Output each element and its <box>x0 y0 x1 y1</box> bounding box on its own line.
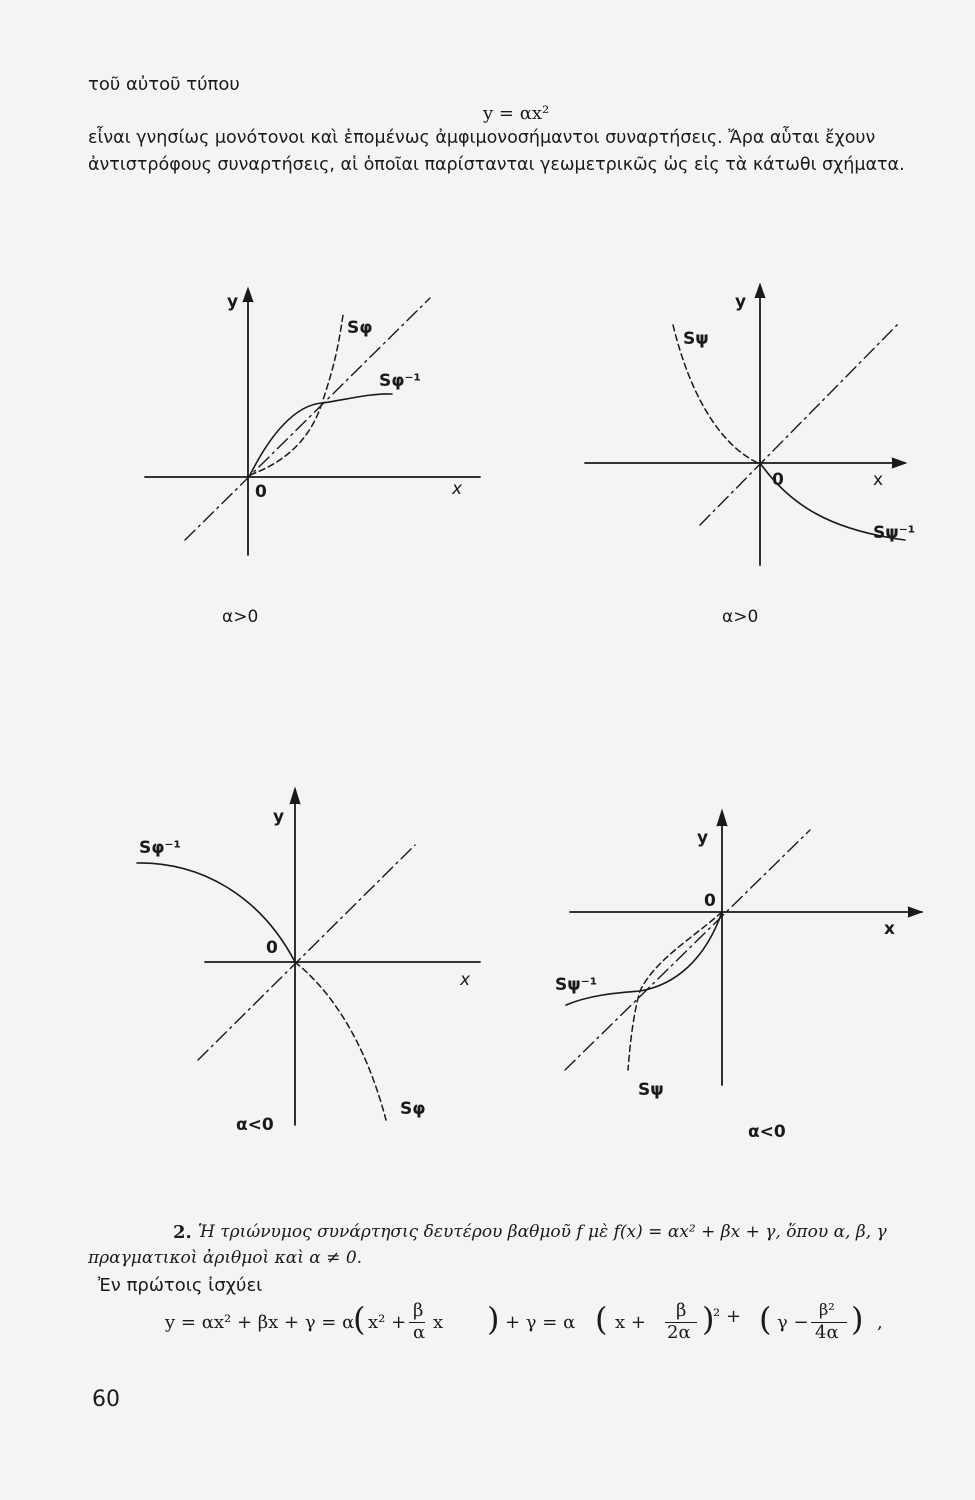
section-2-heading: Ἡ τριώνυμος συνάρτησις δευτέρου βαθμοῦ f μὲ f(x) = αx² + βx + γ, ὅπου α, β, γ <box>198 1222 887 1242</box>
figure-1-origin: 0 <box>255 482 267 502</box>
formula-part-6: ² + <box>713 1306 742 1327</box>
formula-frac1-den: α <box>413 1322 426 1343</box>
formula-rparen-1: ) <box>487 1300 500 1338</box>
formula-part-8: , <box>877 1312 883 1333</box>
figure-3-y-label: y <box>273 807 285 827</box>
figure-1-condition: α>0 <box>222 607 259 627</box>
figure-4-y-label: y <box>697 828 709 848</box>
page-number: 60 <box>92 1387 120 1412</box>
figure-3-bisector <box>198 845 415 1060</box>
formula-part-5: x + <box>615 1312 646 1333</box>
figure-3-x-label: x <box>460 970 471 990</box>
formula-frac3-den: 4α <box>815 1322 839 1343</box>
figure-3-condition: α<0 <box>236 1115 274 1135</box>
figure-4-graph <box>565 810 922 1085</box>
intro-line-3: ἀντιστρόφους συναρτήσεις, αἱ ὁποῖαι παρίστανται γεωμετρικῶς ὡς εἰς τὰ κάτωθι σχήματα. <box>88 155 905 175</box>
formula-frac2-num: β <box>676 1300 687 1321</box>
intro-formula: y = αx² <box>483 103 550 124</box>
intro-line-1: τοῦ αὐτοῦ τύπου <box>88 74 240 95</box>
figure-2-y-label: y <box>735 292 747 312</box>
figure-1-curve-label: Sφ <box>347 318 373 338</box>
figure-3-inverse-label: Sφ⁻¹ <box>139 838 181 858</box>
figure-2-inverse-label: Sψ⁻¹ <box>873 523 916 543</box>
formula-part-7: γ − <box>777 1312 809 1333</box>
figure-3-origin: 0 <box>266 938 278 958</box>
figure-4-x-label: x <box>884 919 895 939</box>
formula-frac3-num: β² <box>819 1300 835 1319</box>
formula-part-1: y = αx² + βx + γ = α <box>165 1312 355 1333</box>
formula-frac2-den: 2α <box>667 1322 691 1343</box>
formula-lparen-3: ( <box>759 1300 772 1338</box>
figure-1-x-label: x <box>452 479 463 499</box>
figure-2-x-label: x <box>873 470 884 490</box>
figure-4-condition: α<0 <box>748 1122 786 1142</box>
figure-3-y-arrow <box>290 788 300 804</box>
figure-4-inverse-label: Sψ⁻¹ <box>555 975 598 995</box>
formula-rparen-2: ) <box>702 1300 715 1338</box>
figure-4-x-arrow <box>908 907 922 917</box>
figure-1-inverse-label: Sφ⁻¹ <box>379 371 421 391</box>
figure-4-curve-label: Sψ <box>638 1080 664 1100</box>
formula-part-2: x² + <box>368 1312 407 1333</box>
section-2-lead: Ἐν πρώτοις ἰσχύει <box>98 1275 263 1296</box>
figure-1-y-label: y <box>227 292 239 312</box>
figure-3-graph <box>137 788 480 1125</box>
formula-part-4: + γ = α <box>505 1312 576 1333</box>
figure-4-origin: 0 <box>704 891 716 911</box>
formula-lparen-2: ( <box>595 1300 608 1338</box>
formula-lparen-1: ( <box>353 1300 366 1338</box>
figure-4-bisector <box>565 830 810 1070</box>
figure-2-origin: 0 <box>772 470 784 490</box>
figure-1-graph <box>145 288 480 555</box>
figure-2-y-arrow <box>755 284 765 298</box>
formula-rparen-3: ) <box>851 1300 864 1338</box>
formula-frac1-num: β <box>413 1300 424 1321</box>
figure-1-bisector <box>185 298 430 540</box>
section-2-heading-cont: πραγματικοὶ ἀριθμοὶ καὶ α ≠ 0. <box>88 1248 363 1268</box>
figure-3-curve-label: Sφ <box>400 1099 426 1119</box>
figure-1-y-arrow <box>243 288 253 302</box>
figure-4-y-arrow <box>717 810 727 826</box>
figure-2-bisector <box>700 322 900 525</box>
figure-3-curve <box>295 962 386 1120</box>
section-2-number: 2. <box>173 1222 192 1243</box>
formula-part-3: x <box>433 1312 444 1333</box>
figure-2-condition: α>0 <box>722 607 759 627</box>
figure-2-x-arrow <box>892 458 906 468</box>
figure-2-curve-label: Sψ <box>683 329 709 349</box>
figure-2-graph <box>585 284 906 565</box>
intro-line-2: εἶναι γνησίως μονότονοι καὶ ἑπομένως ἀμφιμονοσήμαντοι συναρτήσεις. Ἄρα αὗται ἔχουν <box>88 128 876 148</box>
